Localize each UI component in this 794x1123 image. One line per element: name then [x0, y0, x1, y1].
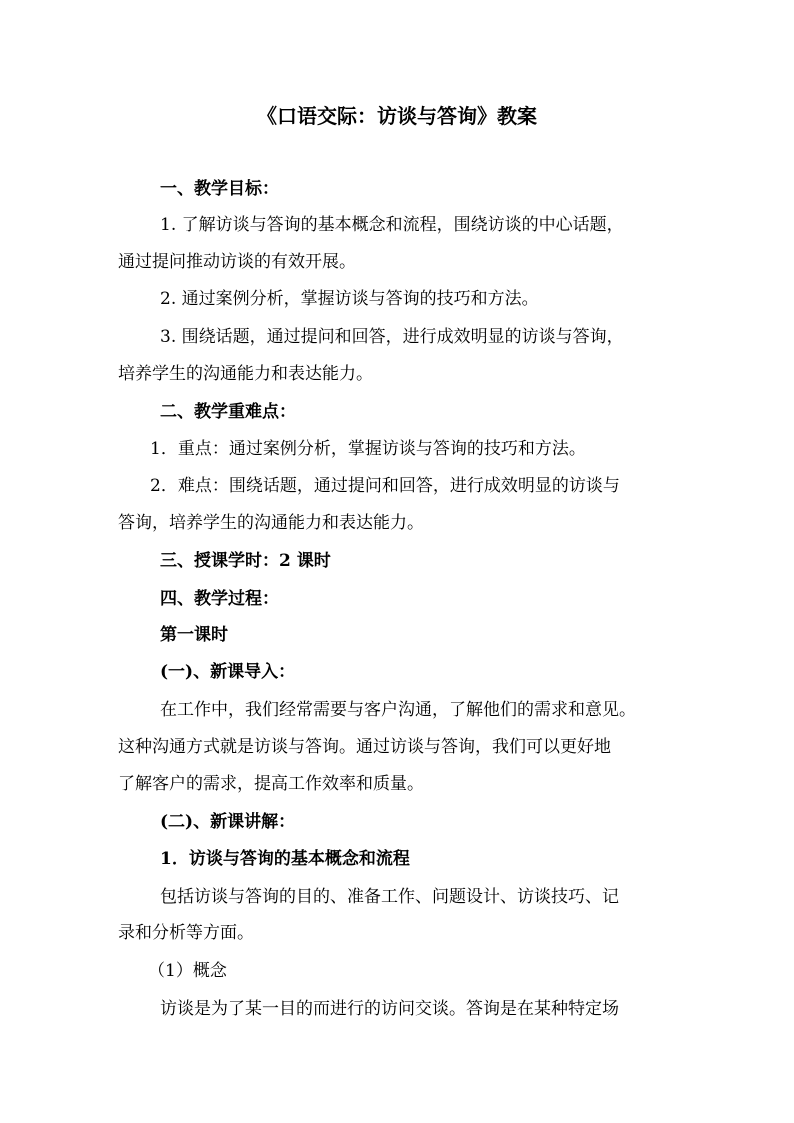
paragraph-line: 访谈是为了某一目的而进行的访问交谈。答询是在某种特定场: [160, 999, 619, 1019]
lesson-heading-first: 第一课时: [160, 625, 228, 645]
section-heading-key-points: 二、教学重难点：: [160, 402, 296, 422]
paragraph-line: 1．重点：通过案例分析，掌握访谈与答询的技巧和方法。: [150, 439, 586, 459]
section-heading-hours: 三、授课学时：2 课时: [160, 551, 331, 571]
paragraph-line: 1. 了解访谈与答询的基本概念和流程，围绕访谈的中心话题，: [160, 215, 624, 235]
paragraph-line: 在工作中，我们经常需要与客户沟通，了解他们的需求和意见。: [160, 700, 636, 720]
paragraph-line: 包括访谈与答询的目的、准备工作、问题设计、访谈技巧、记: [160, 887, 619, 907]
paragraph-line: 这种沟通方式就是访谈与答询。通过访谈与答询，我们可以更好地: [118, 737, 611, 757]
paragraph-line: 了解客户的需求，提高工作效率和质量。: [118, 774, 424, 794]
paragraph-line: 3. 围绕话题，通过提问和回答，进行成效明显的访谈与答询，: [160, 327, 624, 347]
topic-heading-concepts: 1．访谈与答询的基本概念和流程: [160, 849, 410, 869]
paragraph-line: 2. 通过案例分析，掌握访谈与答询的技巧和方法。: [160, 289, 539, 309]
section-heading-objectives: 一、教学目标：: [160, 179, 279, 199]
document-title: 《口语交际：访谈与答询》教案: [257, 104, 537, 128]
subsection-heading-lecture: (二)、新课讲解：: [160, 812, 296, 832]
paragraph-line: 2．难点：围绕话题，通过提问和回答，进行成效明显的访谈与: [150, 476, 620, 496]
paragraph-line: 答询，培养学生的沟通能力和表达能力。: [118, 513, 424, 533]
paragraph-line: 录和分析等方面。: [118, 923, 254, 943]
item-heading-concept: （1）概念: [148, 961, 227, 981]
paragraph-line: 通过提问推动访谈的有效开展。: [118, 252, 356, 272]
paragraph-line: 培养学生的沟通能力和表达能力。: [118, 364, 373, 384]
section-heading-process: 四、教学过程：: [160, 589, 279, 609]
subsection-heading-intro: (一)、新课导入：: [160, 662, 296, 682]
